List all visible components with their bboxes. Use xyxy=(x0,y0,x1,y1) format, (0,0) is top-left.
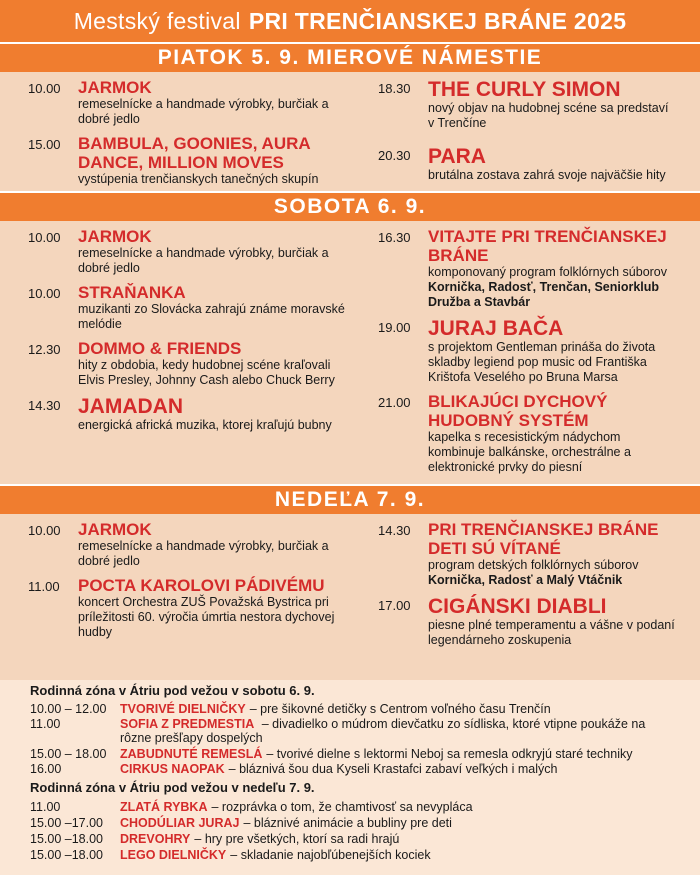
family-item xyxy=(30,747,680,761)
event-name: PARA xyxy=(428,145,486,168)
event-desc: kapelka s recesistickým nádychom kombinuje balkánske, orchestrálne a elektronické prvky do piesní xyxy=(428,430,631,474)
event-name: DOMMO & FRIENDS xyxy=(78,339,242,358)
event-item xyxy=(28,576,348,640)
event-time: 14.30 xyxy=(28,398,61,413)
event-name: JARMOK xyxy=(78,227,152,246)
event-desc xyxy=(428,558,678,588)
event-item xyxy=(28,339,348,388)
saturday-program xyxy=(28,227,678,482)
saturday-left-column xyxy=(28,227,348,482)
day-header-saturday: SOBOTA 6. 9. xyxy=(0,191,700,221)
event-name: PRI TRENČIANSKEJ BRÁNE DETI SÚ VÍTANÉ xyxy=(428,520,659,558)
family-name: CHODÚLIAR JURAJ xyxy=(120,816,240,830)
family-desc: – rozprávka o tom, že chamtivosť sa nevypláca xyxy=(211,800,473,814)
event-time: 17.00 xyxy=(378,598,411,613)
friday-right-column xyxy=(378,78,678,194)
event-name: JARMOK xyxy=(78,78,152,97)
family-zone-sunday-heading: Rodinná zóna v Átriu pod vežou v nedeľu 7. 9. xyxy=(30,780,315,795)
event-desc: remeselnícke a handmade výrobky, burčiak a dobré jedlo xyxy=(78,246,329,275)
family-desc: – skladanie najobľúbenejších kociek xyxy=(230,848,431,862)
event-desc: muzikanti zo Slovácka zahrajú známe moravské melódie xyxy=(78,302,345,331)
saturday-right-column xyxy=(378,227,678,482)
family-name: SOFIA Z PREDMESTIA xyxy=(120,717,255,731)
event-time: 15.00 xyxy=(28,137,61,152)
event-item xyxy=(378,520,678,588)
event-desc: s projektom Gentleman prináša do života skladby legiend pop music od Františka Krištofa Veselého po Bruna Marsa xyxy=(428,340,656,384)
friday-left-column xyxy=(28,78,348,194)
event-time: 10.00 xyxy=(28,286,61,301)
family-time: 11.00 xyxy=(30,800,61,814)
event-desc: remeselnícke a handmade výrobky, burčiak a dobré jedlo xyxy=(78,539,329,568)
event-desc: hity z obdobia, kedy hudobnej scéne kraľovali Elvis Presley, Johnny Cash alebo Chuck Berry xyxy=(78,358,335,387)
event-name: JARMOK xyxy=(78,520,152,539)
event-desc: remeselnícke a handmade výrobky, burčiak a dobré jedlo xyxy=(78,97,329,126)
family-time: 16.00 xyxy=(30,762,62,776)
event-desc-text: komponovaný program folklórnych súborov xyxy=(428,265,668,279)
festival-title-light: Mestský festival xyxy=(73,7,241,34)
family-desc: – pre šikovné detičky s Centrom voľného času Trenčín xyxy=(249,702,551,716)
event-desc: koncert Orchestra ZUŠ Považská Bystrica pri príležitosti 60. výročia úmrtia nestora dychovej hudby xyxy=(78,595,335,639)
family-name: DREVOHRY xyxy=(120,832,191,846)
family-item xyxy=(30,848,680,862)
event-item xyxy=(378,227,678,310)
event-desc: vystúpenia trenčianskych tanečných skupín xyxy=(78,172,319,186)
event-item xyxy=(28,134,348,187)
event-item xyxy=(28,395,348,433)
event-name: BLIKAJÚCI DYCHOVÝ HUDOBNÝ SYSTÉM xyxy=(428,392,608,430)
family-name: ZLATÁ RYBKA xyxy=(120,800,208,814)
sunday-program xyxy=(28,520,678,655)
festival-title-bold: PRI TRENČIANSKEJ BRÁNE 2025 xyxy=(248,7,627,34)
event-item xyxy=(28,283,348,332)
event-desc: energická africká muzika, ktorej kraľujú bubny xyxy=(78,418,332,432)
event-time: 10.00 xyxy=(28,523,61,538)
event-desc: nový objav na hudobnej scéne sa predstaví v Trenčíne xyxy=(428,101,669,130)
event-time: 12.30 xyxy=(28,342,61,357)
sunday-left-column xyxy=(28,520,348,655)
family-name: CIRKUS NAOPAK xyxy=(120,762,225,776)
family-time: 11.00 xyxy=(30,717,61,731)
day-header-friday: PIATOK 5. 9. MIEROVÉ NÁMESTIE xyxy=(0,42,700,72)
family-time: 15.00 –18.00 xyxy=(30,832,103,846)
event-desc xyxy=(428,265,678,310)
family-item xyxy=(30,800,680,814)
family-name: ZABUDNUTÉ REMESLÁ xyxy=(120,747,263,761)
family-zone xyxy=(0,680,700,875)
event-name: JURAJ BAČA xyxy=(428,317,564,340)
event-item xyxy=(28,520,348,569)
event-time: 18.30 xyxy=(378,81,411,96)
event-name: CIGÁNSKI DIABLI xyxy=(428,595,607,618)
family-item xyxy=(30,832,680,846)
family-desc: – tvorivé dielne s lektormi Neboj sa remesla odkryjú staré techniky xyxy=(266,747,633,761)
event-time: 20.30 xyxy=(378,148,411,163)
event-desc: brutálna zostava zahrá svoje najväčšie hity xyxy=(428,168,666,182)
event-name: POCTA KAROLOVI PÁDIVÉMU xyxy=(78,576,325,595)
event-name: BAMBULA, GOONIES, AURA DANCE, MILLION MOVES xyxy=(78,134,311,172)
event-item xyxy=(28,78,348,127)
family-name: LEGO DIELNIČKY xyxy=(120,848,227,862)
event-name: THE CURLY SIMON xyxy=(428,78,621,101)
event-desc: piesne plné temperamentu a vášne v podaní legendárneho zoskupenia xyxy=(428,618,675,647)
family-item xyxy=(30,717,680,745)
event-time: 14.30 xyxy=(378,523,411,538)
family-desc: – divadielko o múdrom dievčatku zo sídliska, ktoré vtipne poukáže na rôzne prešľapy dospelých xyxy=(120,717,646,745)
event-name: JAMADAN xyxy=(78,395,183,418)
friday-program xyxy=(28,78,678,194)
festival-title xyxy=(0,0,700,42)
family-desc: – hry pre všetkých, ktorí sa radi hrajú xyxy=(194,832,400,846)
event-desc-bold: Kornička, Radosť a Malý Vtáčnik xyxy=(428,573,623,587)
event-item xyxy=(378,392,678,475)
sunday-right-column xyxy=(378,520,678,655)
event-time: 19.00 xyxy=(378,320,411,335)
family-item xyxy=(30,816,680,830)
family-time: 15.00 –17.00 xyxy=(30,816,103,830)
event-time: 21.00 xyxy=(378,395,411,410)
family-time: 15.00 –18.00 xyxy=(30,848,103,862)
family-name: TVORIVÉ DIELNIČKY xyxy=(120,702,246,716)
event-item xyxy=(378,145,678,183)
family-zone-saturday-heading: Rodinná zóna v Átriu pod vežou v sobotu 6. 9. xyxy=(30,683,315,698)
event-time: 10.00 xyxy=(28,81,61,96)
event-item xyxy=(378,317,678,385)
event-name: VITAJTE PRI TRENČIANSKEJ BRÁNE xyxy=(428,227,667,265)
event-item xyxy=(378,78,678,131)
event-time: 10.00 xyxy=(28,230,61,245)
family-desc: – bláznivé animácie a bubliny pre deti xyxy=(243,816,452,830)
family-time: 10.00 – 12.00 xyxy=(30,702,107,716)
event-name: STRAŇANKA xyxy=(78,283,186,302)
event-item xyxy=(28,227,348,276)
event-desc-text: program detských folklórnych súborov xyxy=(428,558,639,572)
event-time: 11.00 xyxy=(28,579,60,594)
family-item xyxy=(30,762,680,776)
event-time: 16.30 xyxy=(378,230,411,245)
event-item xyxy=(378,595,678,648)
family-item xyxy=(30,702,680,716)
family-desc: – bláznivá šou dua Kyseli Krastafci zabaví veľkých i malých xyxy=(228,762,558,776)
day-header-sunday: NEDEĽA 7. 9. xyxy=(0,484,700,514)
family-time: 15.00 – 18.00 xyxy=(30,747,107,761)
event-desc-bold: Kornička, Radosť, Trenčan, Seniorklub Družba a Stavbár xyxy=(428,280,660,309)
